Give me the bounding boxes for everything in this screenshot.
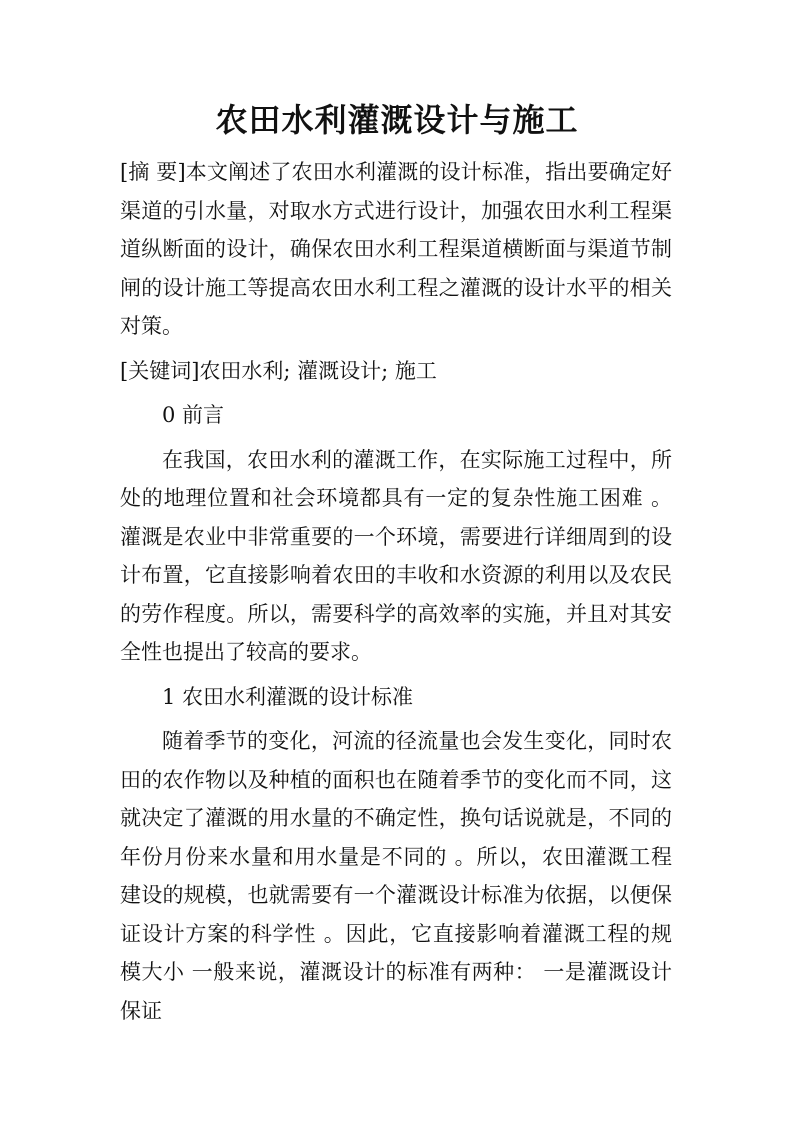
preface-paragraph: 在我国，农田水利的灌溉工作，在实际施工过程中，所处的地理位置和社会环境都具有一定的复杂性施工困难 。灌溉是农业中非常重要的一个环境，需要进行详细周到的设计布置，它直接影响着农田的丰收和水资源的利用以及农民的劳作程度。所以，需要科学的高效率的实施，并且对其安全性也提出了较高的要求。 xyxy=(120,447,672,664)
keywords-line: [关键词]农田水利; 灌溉设计; 施工 xyxy=(120,358,437,383)
design-standard-paragraph: 随着季节的变化，河流的径流量也会发生变化，同时农田的农作物以及种植的面积也在随着季节的变化而不同，这就决定了灌溉的用水量的不确定性，换句话说就是，不同的年份月份来水量和用水量是不同的 。所以，农田灌溉工程建设的规模，也就需要有一个灌溉设计标准为依据，以便保证设计方案的科学性 。因此，它直接影响着灌溉工程的规模大小 一般来说，灌溉设计的标准有两种： 一是灌溉设计保证 xyxy=(120,729,672,1023)
section-heading-design-standard: 1 农田水利灌溉的设计标准 xyxy=(162,684,414,709)
section-heading-preface: 0 前言 xyxy=(162,403,225,427)
abstract-paragraph: [摘 要]本文阐述了农田水利灌溉的设计标准，指出要确定好渠道的引水量，对取水方式进行设计，加强农田水利工程渠道纵断面的设计，确保农田水利工程渠道横断面与渠道节制闸的设计施工等提高农田水利工程之灌溉的设计水平的相关对策。 xyxy=(120,160,672,338)
document-body xyxy=(120,153,672,1030)
document-title: 农田水利灌溉设计与施工 xyxy=(215,101,579,139)
